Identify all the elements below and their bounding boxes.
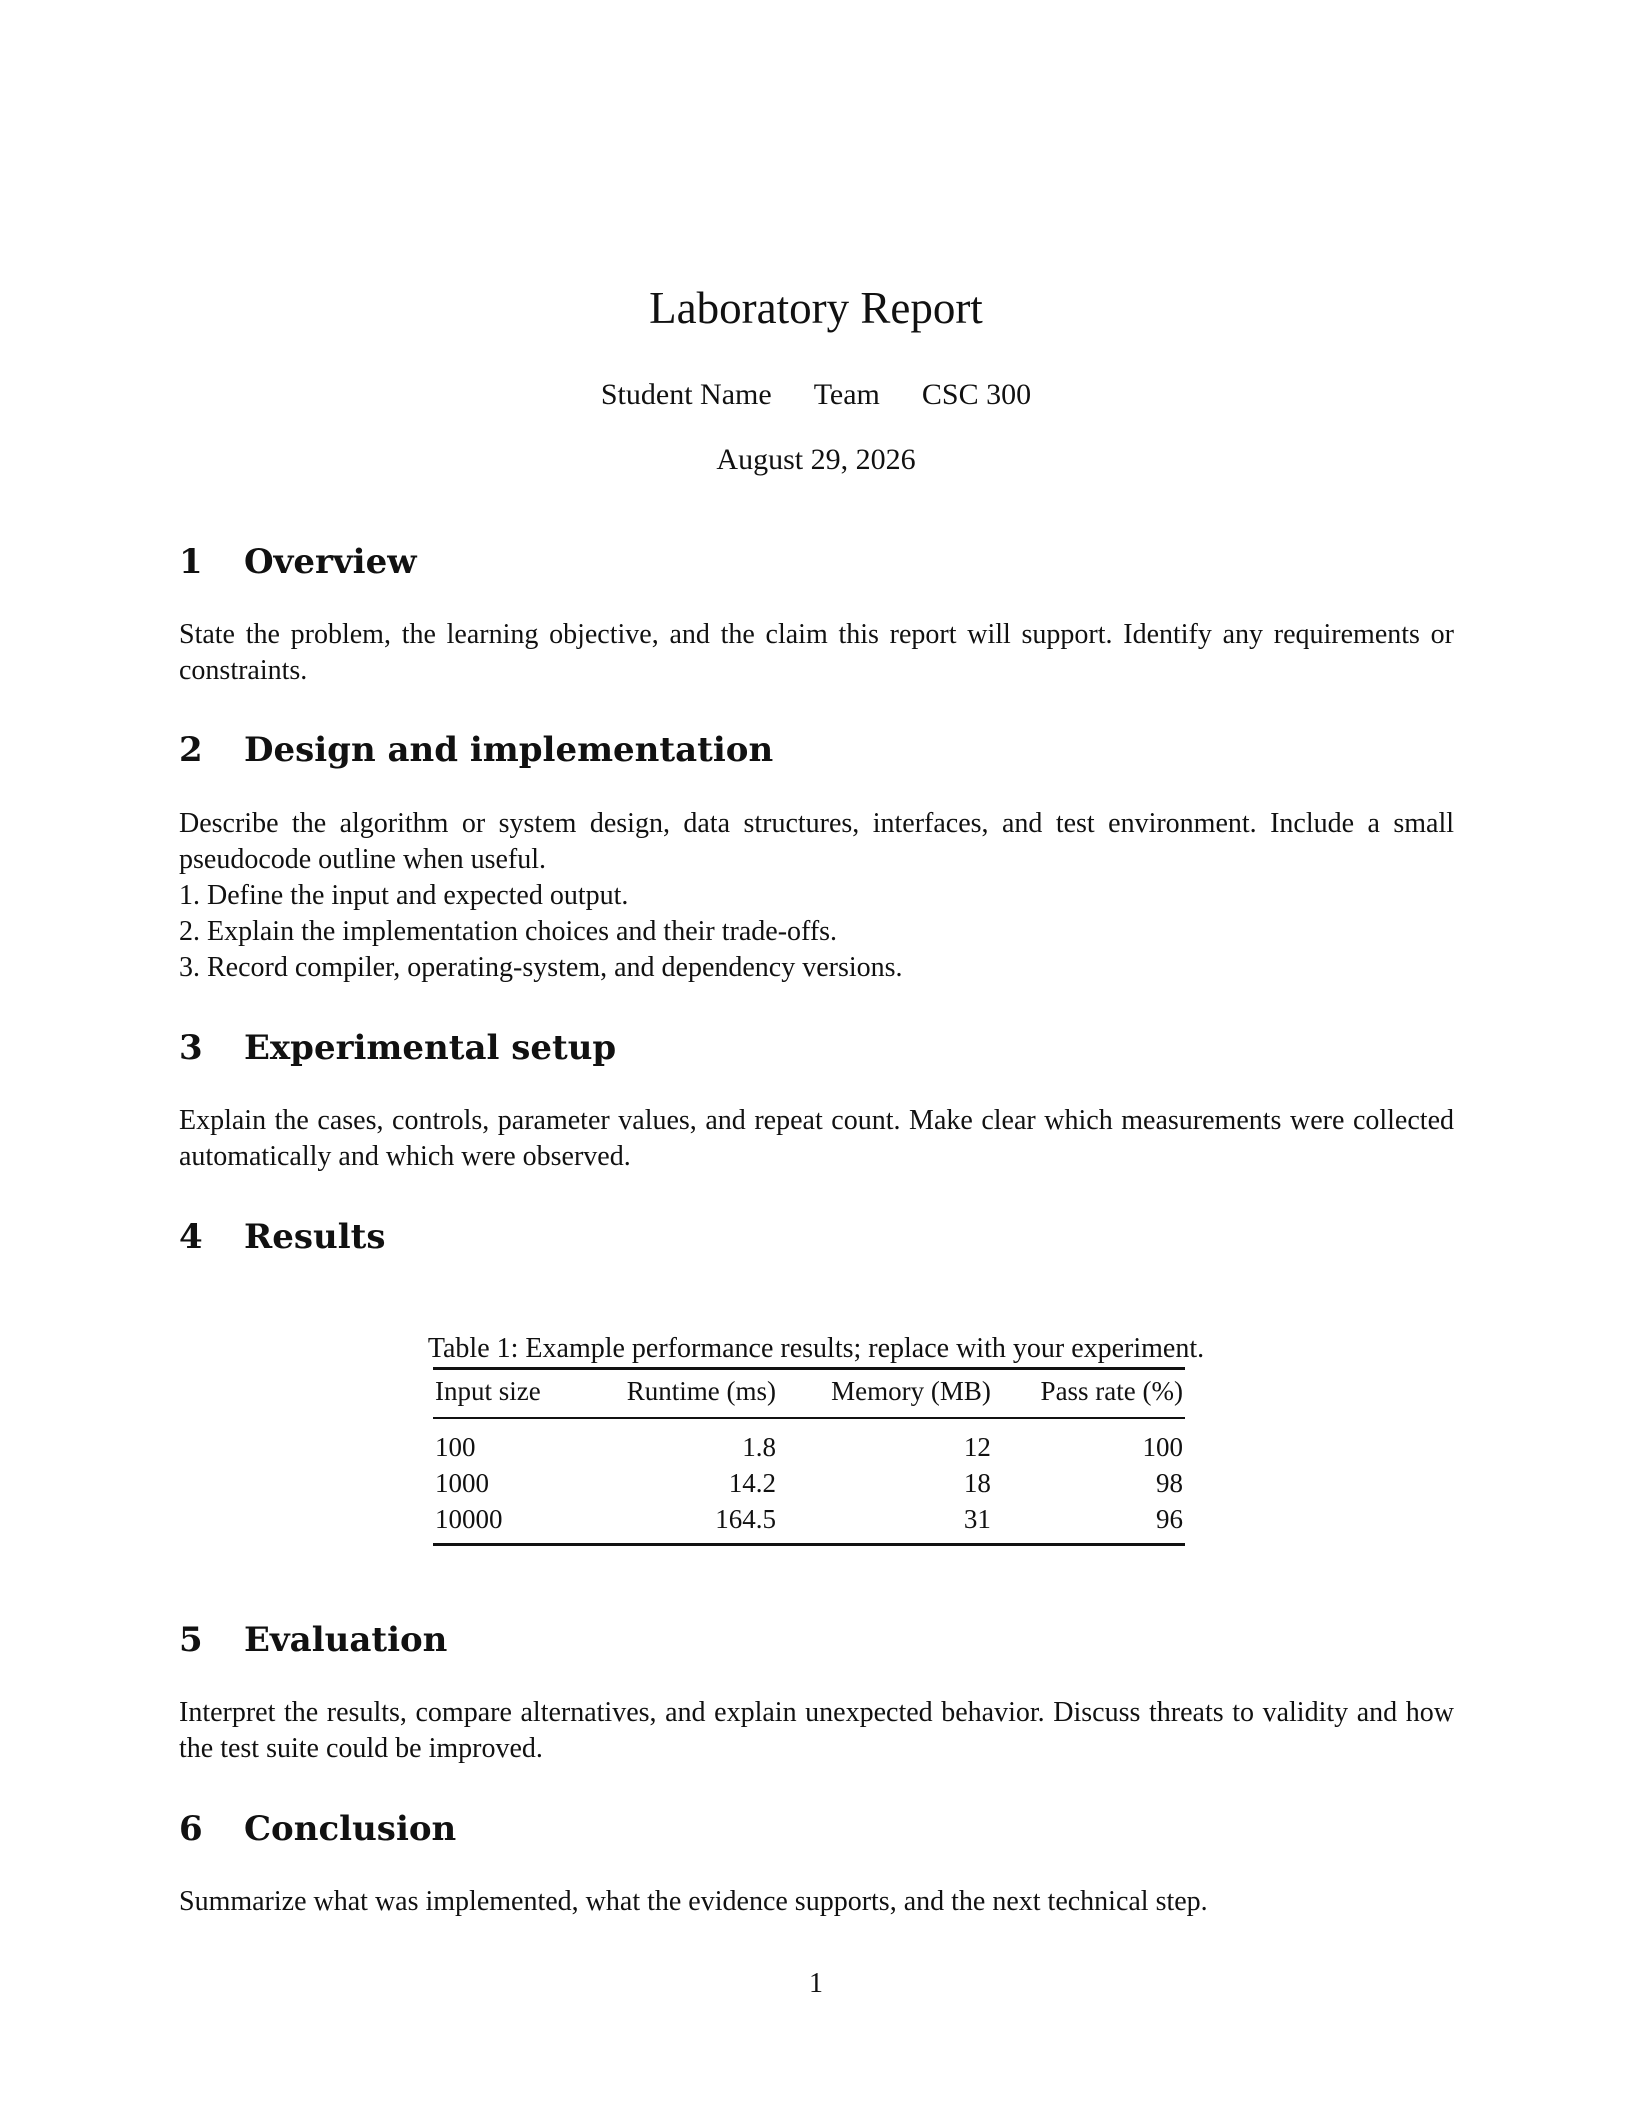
column-header-memory: Memory (MB): [831, 1376, 991, 1406]
section-title: Experimental setup: [244, 1028, 617, 1068]
author-course: CSC 300: [921, 378, 1032, 411]
column-header-runtime: Runtime (ms): [626, 1376, 777, 1406]
results-table-container: [433, 1367, 1185, 1546]
section-heading-experimental-setup: [179, 1028, 616, 1068]
section-number: 1: [179, 542, 203, 582]
section-heading-evaluation: [179, 1620, 447, 1660]
section-title: Conclusion: [244, 1809, 457, 1849]
section-number: 2: [179, 730, 203, 770]
section-heading-overview: [179, 542, 417, 582]
table-cell: 100: [435, 1431, 476, 1462]
table-cell: 18: [963, 1467, 991, 1498]
table-cell: 31: [963, 1503, 991, 1534]
section-title: Design and implementation: [244, 730, 774, 770]
table-cell: 98: [1156, 1467, 1183, 1498]
table-row: [433, 1418, 1185, 1465]
section-title: Overview: [244, 542, 417, 582]
report-date: August 29, 2026: [716, 443, 916, 476]
list-item: 3. Record compiler, operating-system, and dependency versions.: [179, 952, 903, 983]
experimental-setup-paragraph: Explain the cases, controls, parameter values, and repeat count. Make clear which measurements were collected automatically and which were observed.: [179, 1105, 1454, 1172]
section-heading-conclusion: [179, 1809, 456, 1849]
page-title: Laboratory Report: [649, 283, 983, 333]
table-cell: 10000: [435, 1503, 503, 1534]
author-line: [0, 378, 1632, 412]
overview-paragraph: State the problem, the learning objective, and the claim this report will support. Identify any requirements or constraints.: [179, 619, 1454, 686]
section-number: 5: [179, 1620, 203, 1660]
section-number: 3: [179, 1028, 203, 1068]
table-cell: 164.5: [715, 1503, 777, 1534]
table-cell: 1.8: [742, 1431, 777, 1462]
section-heading-design: [179, 730, 773, 770]
author-student-name: Student Name: [600, 378, 772, 411]
list-item: 2. Explain the implementation choices and their trade-offs.: [179, 916, 838, 947]
table-cell: 12: [963, 1431, 991, 1462]
table-caption: Table 1: Example performance results; replace with your experiment.: [427, 1333, 1205, 1364]
table-cell: 96: [1156, 1503, 1183, 1534]
list-item: 1. Define the input and expected output.: [179, 880, 629, 911]
table-cell: 100: [1142, 1431, 1183, 1462]
table-header-row: [433, 1369, 1185, 1419]
table-cell: 14.2: [728, 1467, 777, 1498]
conclusion-paragraph: Summarize what was implemented, what the evidence supports, and the next technical step.: [179, 1886, 1208, 1917]
section-title: Results: [244, 1217, 386, 1257]
table-cell: 1000: [435, 1467, 489, 1498]
section-heading-results: [179, 1217, 386, 1257]
section-title: Evaluation: [244, 1620, 448, 1660]
design-steps-list: [179, 878, 903, 986]
column-header-input-size: Input size: [435, 1376, 541, 1406]
column-header-pass-rate: Pass rate (%): [1040, 1376, 1183, 1406]
design-paragraph: Describe the algorithm or system design, data structures, interfaces, and test environment. Include a small pseudocode outline when useful.: [179, 808, 1454, 875]
table-row: [433, 1465, 1185, 1501]
results-table: [433, 1367, 1185, 1546]
section-number: 4: [179, 1217, 203, 1257]
table-row: [433, 1501, 1185, 1545]
evaluation-paragraph: Interpret the results, compare alternatives, and explain unexpected behavior. Discuss threats to validity and how the test suite could be improved.: [179, 1697, 1454, 1764]
section-number: 6: [179, 1809, 203, 1849]
page-number: 1: [809, 1968, 823, 1999]
author-team: Team: [813, 378, 880, 411]
